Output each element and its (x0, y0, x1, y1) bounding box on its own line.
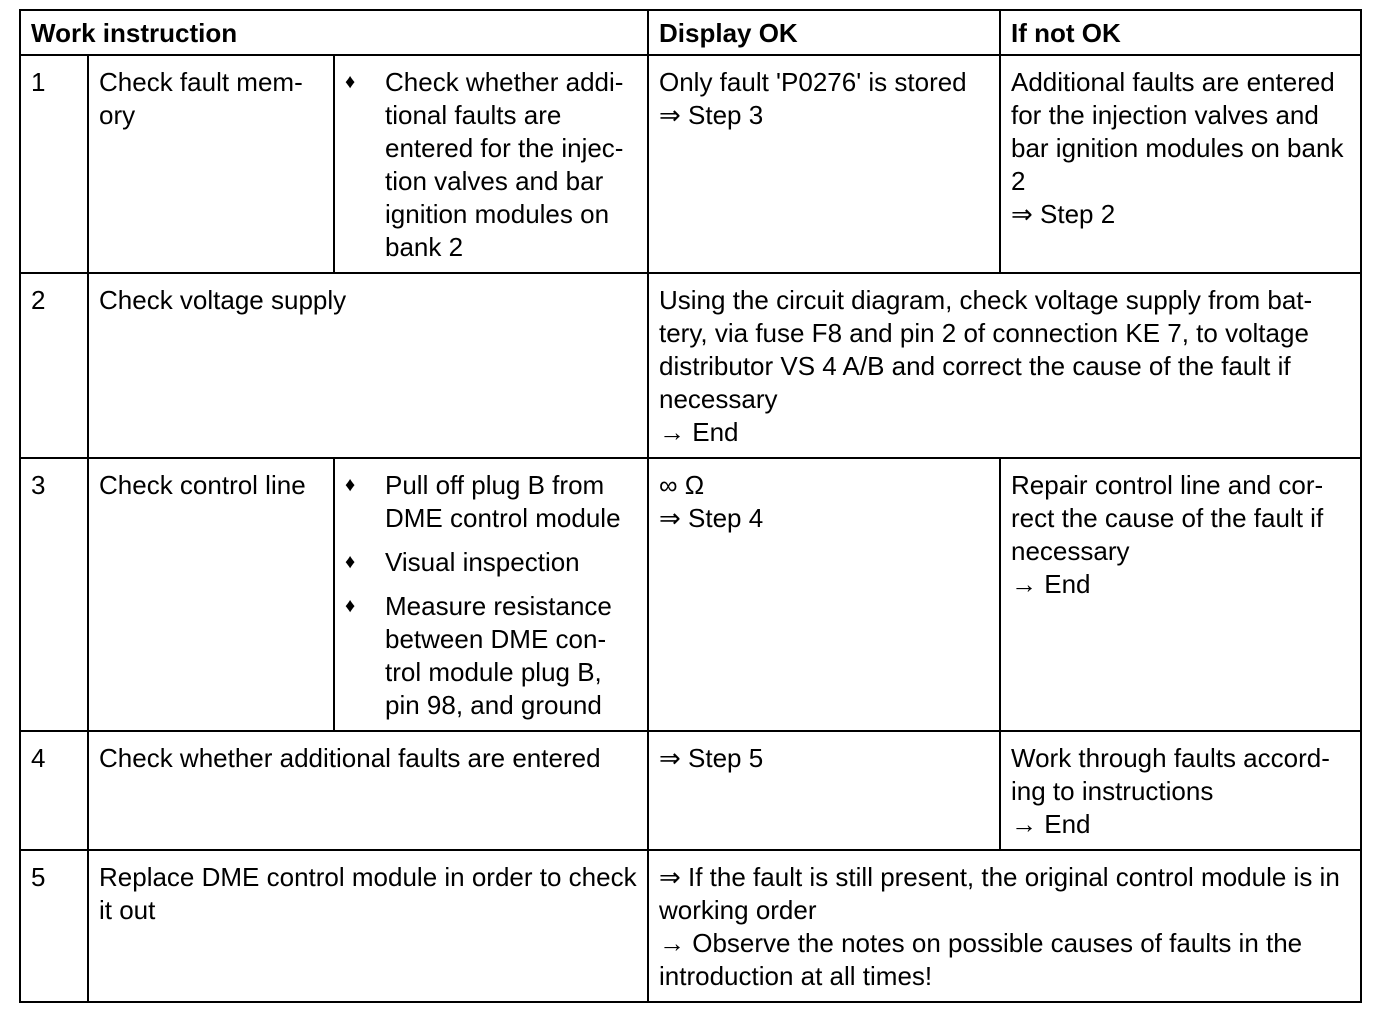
step-row-5 (20, 850, 1361, 1002)
if-not-ok-text: Work through faults accord-ing to instructions (1011, 743, 1330, 806)
display-ok-cell (648, 55, 1000, 273)
step-number: 3 (20, 458, 88, 731)
if-not-ok-text: Additional faults are entered for the injection valves and bar ignition modules on bank 2 (1011, 67, 1344, 196)
header-if-not-ok: If not OK (1000, 10, 1361, 55)
header-work-instruction: Work instruction (20, 10, 648, 55)
detail-text: Visual inspection (385, 547, 580, 577)
if-not-ok-cell (1000, 55, 1361, 273)
step-action: Check voltage supply (88, 273, 648, 458)
if-not-ok-cell (1000, 731, 1361, 850)
display-ok-next-step: ⇒ Step 3 (659, 100, 764, 130)
step-action: Replace DME control module in order to check it out (88, 850, 648, 1002)
step-number: 2 (20, 273, 88, 458)
result-text: ⇒ If the fault is still present, the original control module is in working order (659, 862, 1340, 925)
bullet-diamond-icon: ♦ (345, 474, 356, 496)
result-text: Using the circuit diagram, check voltage supply from bat-tery, via fuse F8 and pin 2 of connection KE 7, to voltage distributor VS 4 A/B and correct the cause of the fault if necessary (659, 285, 1313, 414)
step-row-3 (20, 458, 1361, 731)
detail-text: Check whether addi-tional faults are entered for the injec-tion valves and bar ignition modules on bank 2 (385, 67, 624, 262)
if-not-ok-next-step: → End (1011, 809, 1091, 839)
detail-item (345, 66, 637, 264)
header-display-ok: Display OK (648, 10, 1000, 55)
display-ok-text: ∞ Ω (659, 470, 705, 500)
if-not-ok-next-step: ⇒ Step 2 (1011, 199, 1116, 229)
result-cell (648, 850, 1361, 1002)
display-ok-cell (648, 731, 1000, 850)
bullet-diamond-icon: ♦ (345, 71, 356, 93)
step-number: 1 (20, 55, 88, 273)
detail-item (345, 469, 637, 535)
detail-text: Measure resistance between DME con-trol module plug B, pin 98, and ground (385, 591, 612, 720)
bullet-diamond-icon: ♦ (345, 551, 356, 573)
step-row-1 (20, 55, 1361, 273)
if-not-ok-cell (1000, 458, 1361, 731)
detail-item (345, 590, 637, 722)
step-action: Check fault mem-ory (88, 55, 334, 273)
display-ok-next-step: ⇒ Step 4 (659, 503, 764, 533)
work-instruction-table (19, 9, 1362, 1003)
result-next-step: → End (659, 417, 739, 447)
bullet-diamond-icon: ♦ (345, 595, 356, 617)
step-number: 4 (20, 731, 88, 850)
result-cell (648, 273, 1361, 458)
if-not-ok-next-step: → End (1011, 569, 1091, 599)
step-action: Check whether additional faults are entered (88, 731, 648, 850)
step-row-4 (20, 731, 1361, 850)
step-number: 5 (20, 850, 88, 1002)
display-ok-next-step: ⇒ Step 5 (659, 743, 764, 773)
detail-item (345, 546, 637, 579)
display-ok-cell (648, 458, 1000, 731)
step-details (334, 55, 648, 273)
step-row-2 (20, 273, 1361, 458)
if-not-ok-text: Repair control line and cor-rect the cause of the fault if necessary (1011, 470, 1324, 566)
result-note: → Observe the notes on possible causes of faults in the introduction at all times! (659, 928, 1303, 991)
display-ok-text: Only fault 'P0276' is stored (659, 67, 967, 97)
step-details (334, 458, 648, 731)
header-row (20, 10, 1361, 55)
detail-text: Pull off plug B from DME control module (385, 470, 621, 533)
step-action: Check control line (88, 458, 334, 731)
